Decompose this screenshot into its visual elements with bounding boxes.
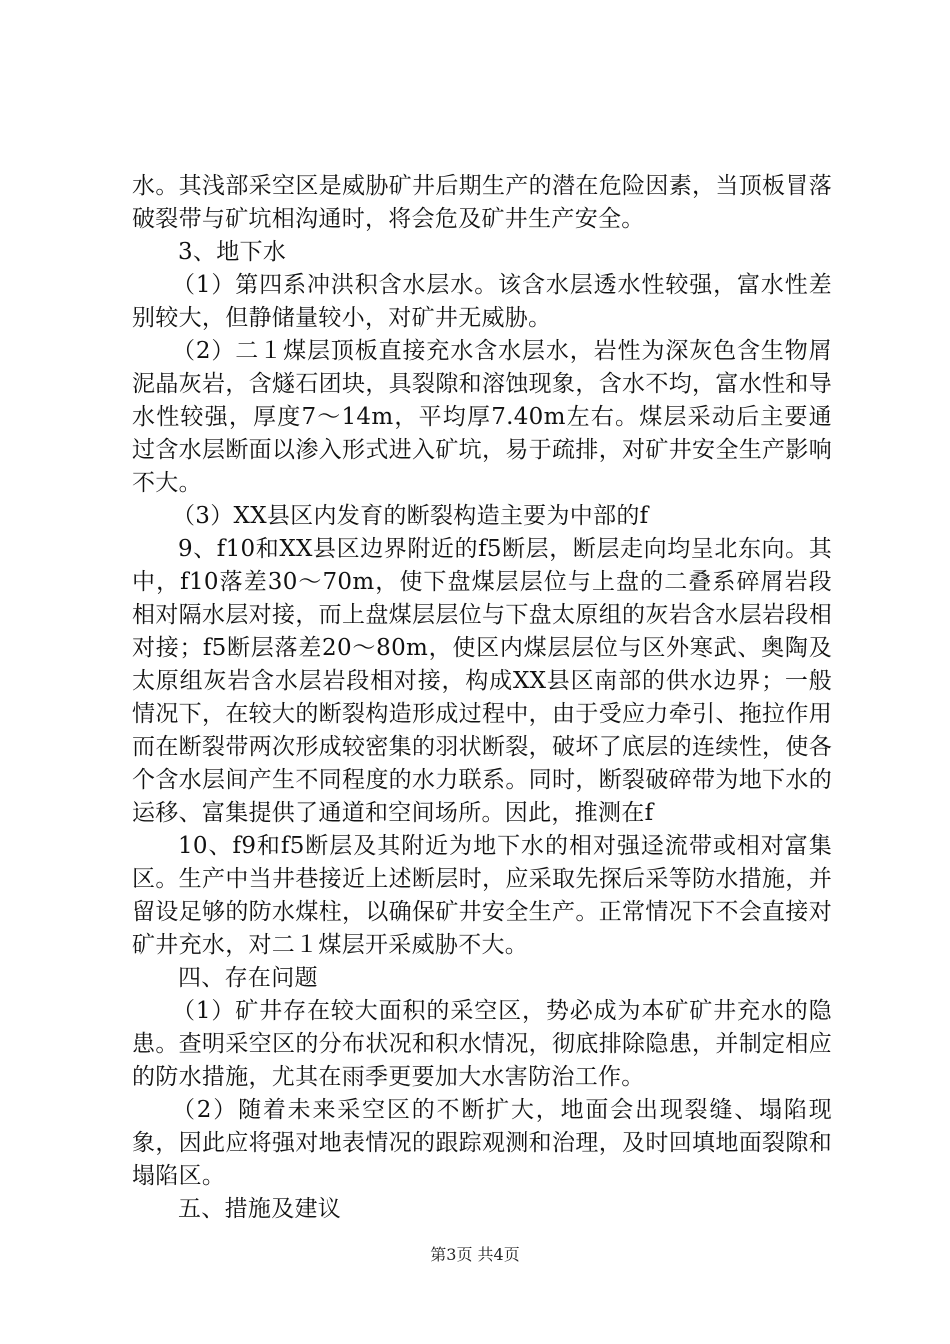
heading-measures: 五、措施及建议: [178, 1196, 342, 1222]
paragraph-goaf-risk: 水。其浅部采空区是威胁矿井后期生产的潜在危险因素，当顶板冒落破裂带与矿坑相沟通时，将会危及矿井生产安全。: [132, 173, 832, 232]
paragraph-problem-2: （2）随着未来采空区的不断扩大，地面会出现裂缝、塌陷现象，因此应将强对地表情况的跟踪观测和治理，及时回填地面裂隙和塌陷区。: [132, 1097, 832, 1189]
paragraph-quaternary-aquifer: （1）第四系冲洪积含水层水。该含水层透水性较强，富水性差别较大，但静储量较小，对矿井无威胁。: [132, 272, 832, 331]
paragraph-roof-aquifer: （2）二１煤层顶板直接充水含水层水，岩性为深灰色含生物屑泥晶灰岩，含燧石团块，具裂隙和溶蚀现象，含水不均，富水性和导水性较强，厚度7～14m，平均厚7.40m左右。煤层采动后主要通过含水层断面以渗入形式进入矿坑，易于疏排，对矿井安全生产影响不大。: [132, 338, 832, 496]
heading-existing-problems: 四、存在问题: [178, 965, 318, 991]
paragraph-runoff-zone: 10、f9和f5断层及其附近为地下水的相对强迳流带或相对富集区。生产中当井巷接近上述断层时，应采取先探后采等防水措施，并留设足够的防水煤柱，以确保矿井安全生产。正常情况下不会直接对矿井充水，对二１煤层开采威胁不大。: [132, 833, 832, 958]
paragraph-fault-structure: （3）XX县区内发育的断裂构造主要为中部的f: [172, 503, 649, 529]
heading-groundwater: 3、地下水: [178, 239, 287, 265]
page-footer: 第3页 共4页: [430, 1245, 520, 1264]
document-body: [132, 170, 832, 1226]
paragraph-fault-details: 9、f10和XX县区边界附近的f5断层，断层走向均呈北东向。其中，f10落差30～70m，使下盘煤层层位与上盘的二叠系碎屑岩段相对隔水层对接，而上盘煤层层位与下盘太原组的灰岩含水层岩段相对接；f5断层落差20～80m，使区内煤层层位与区外寒武、奥陶及太原组灰岩含水层岩段相对接，构成XX县区南部的供水边界；一般情况下，在较大的断裂构造形成过程中，由于受应力牵引、拖拉作用而在断裂带两次形成较密集的羽状断裂，破坏了底层的连续性，使各个含水层间产生不同程度的水力联系。同时，断裂破碎带为地下水的运移、富集提供了通道和空间场所。因此，推测在f: [132, 536, 832, 826]
paragraph-problem-1: （1）矿井存在较大面积的采空区，势必成为本矿矿井充水的隐患。查明采空区的分布状况和积水情况，彻底排除隐患，并制定相应的防水措施，尤其在雨季更要加大水害防治工作。: [132, 998, 832, 1090]
